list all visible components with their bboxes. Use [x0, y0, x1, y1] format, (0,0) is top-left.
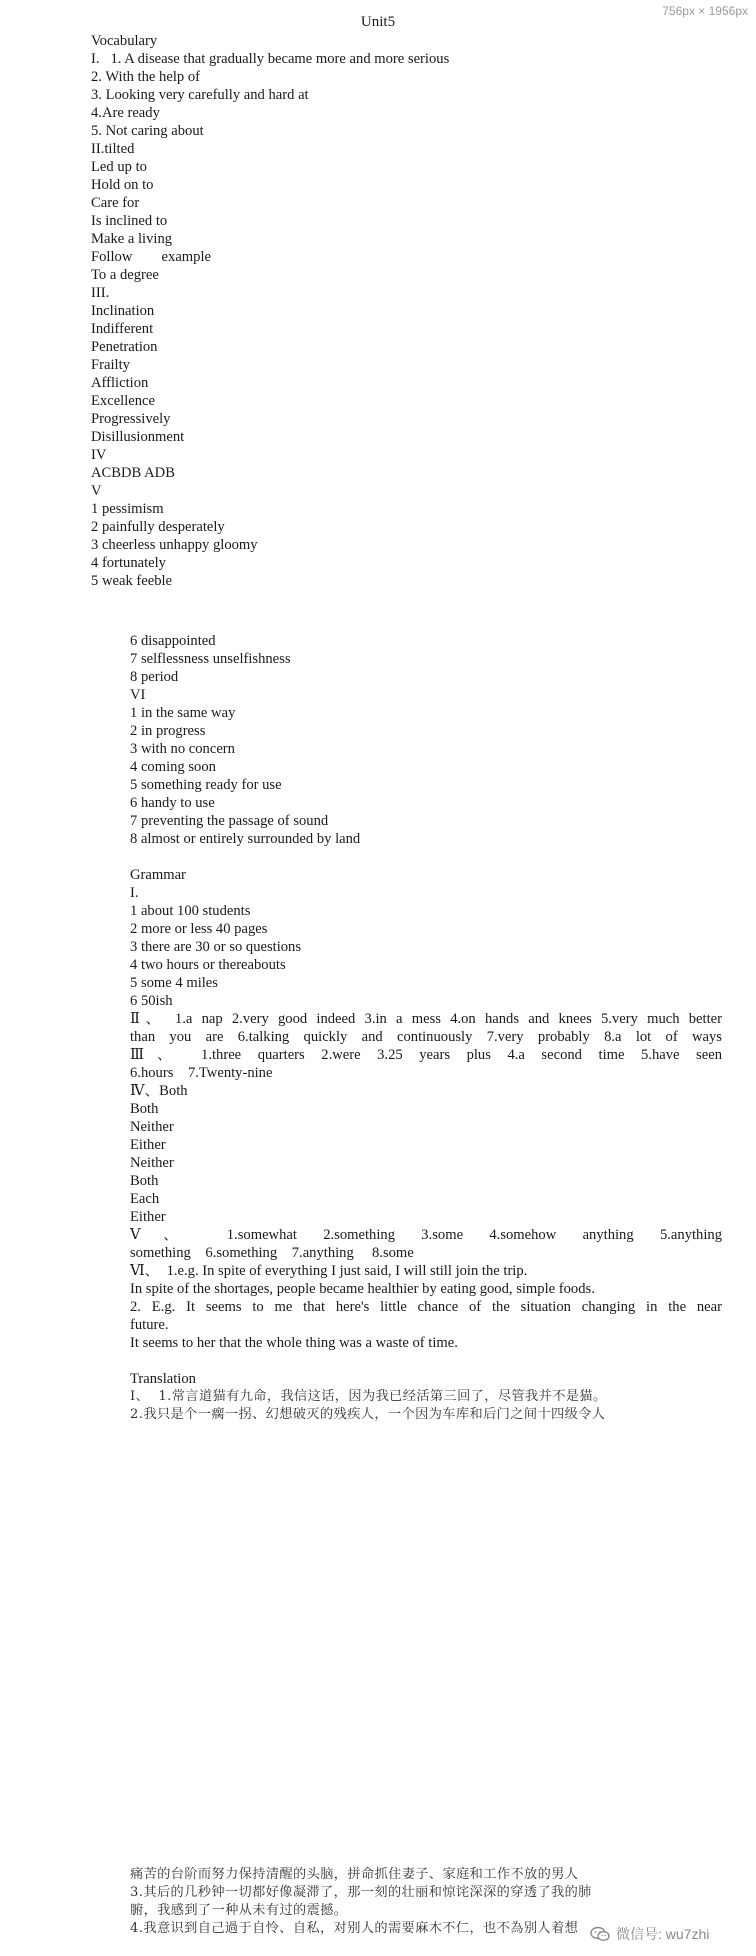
text-line: 3.其后的几秒钟一切都好像凝滞了，那一刻的壮丽和惊诧深深的穿透了我的肺: [130, 1885, 592, 1900]
text-line: 5. Not caring about: [91, 123, 204, 139]
text-line: Make a living: [91, 231, 173, 247]
text-line: Inclination: [91, 303, 155, 319]
text-line: To a degree: [91, 267, 159, 283]
text-line: 6.hours 7.Twenty-nine: [130, 1065, 273, 1081]
text-line: Penetration: [91, 339, 158, 355]
text-line: 4 fortunately: [91, 555, 166, 571]
text-line: Follow example: [91, 249, 211, 265]
text-line: 痛苦的台阶而努力保持清醒的头脑，拼命抓住妻子、家庭和工作不放的男人: [130, 1867, 579, 1882]
wechat-icon: [590, 1926, 610, 1942]
text-line: V: [91, 483, 102, 499]
text-line: than you are 6.talking quickly and continuously 7.very probably 8.a lot of ways: [130, 1029, 722, 1045]
text-line: III.: [91, 285, 110, 301]
text-line: 4 two hours or thereabouts: [130, 957, 286, 973]
text-line: ACBDB ADB: [91, 465, 175, 481]
text-line: 3 cheerless unhappy gloomy: [91, 537, 258, 553]
text-line: Neither: [130, 1155, 174, 1171]
text-line: II.tilted: [91, 141, 135, 157]
text-line: Excellence: [91, 393, 156, 409]
page-title: Unit5: [360, 14, 396, 30]
text-line: Neither: [130, 1119, 174, 1135]
text-line: Is inclined to: [91, 213, 168, 229]
text-line: 5 weak feeble: [91, 573, 173, 589]
text-line: 4.Are ready: [91, 105, 160, 121]
text-line: In spite of the shortages, people became healthier by eating good, simple foods.: [130, 1281, 595, 1297]
text-line: Ⅳ、Both: [130, 1083, 188, 1099]
text-line: 3 with no concern: [130, 741, 235, 757]
text-line: 2 painfully desperately: [91, 519, 225, 535]
text-line: 2 in progress: [130, 723, 206, 739]
text-line: Care for: [91, 195, 140, 211]
text-line: Ⅱ、 1.a nap 2.very good indeed 3.in a mess 4.on hands and knees 5.very much better: [130, 1011, 722, 1027]
text-line: Ⅵ、 1.e.g. In spite of everything I just said, I will still join the trip.: [130, 1263, 528, 1279]
section-heading-vocabulary: Vocabulary: [91, 33, 158, 49]
text-line: Indifferent: [91, 321, 154, 337]
text-line: 2. With the help of: [91, 69, 200, 85]
text-line: 4.我意识到自己過于自怜、自私，对别人的需要麻木不仁，也不為别人着想: [130, 1921, 579, 1936]
text-line: Ⅲ、 1.three quarters 2.were 3.25 years plus 4.a second time 5.have seen: [130, 1047, 722, 1063]
text-line: Disillusionment: [91, 429, 185, 445]
text-line: 5 some 4 miles: [130, 975, 218, 991]
text-line: 6 handy to use: [130, 795, 215, 811]
text-line: 7 preventing the passage of sound: [130, 813, 329, 829]
text-line: Ⅰ、 1.常言道猫有九命，我信这话，因为我已经活第三回了，尽管我并不是猫。: [130, 1389, 607, 1404]
dimensions-label: 756px × 1956px: [662, 4, 748, 18]
wechat-watermark: [590, 1924, 709, 1944]
text-line: IV: [91, 447, 107, 463]
text-line: something 6.something 7.anything 8.some: [130, 1245, 414, 1261]
text-line: 6 disappointed: [130, 633, 216, 649]
text-line: Led up to: [91, 159, 147, 175]
text-line: 1 about 100 students: [130, 903, 251, 919]
text-line: Either: [130, 1209, 166, 1225]
text-line: Either: [130, 1137, 166, 1153]
text-line: 2.我只是个一瘸一拐、幻想破灭的残疾人，一个因为车库和后门之间十四级令人: [130, 1407, 606, 1422]
text-line: Both: [130, 1173, 159, 1189]
watermark-label: 微信号: wu7zhi: [616, 1926, 710, 1942]
text-line: 3 there are 30 or so questions: [130, 939, 302, 955]
text-line: 腑，我感到了一种从未有过的震撼。: [130, 1903, 348, 1918]
text-line: Hold on to: [91, 177, 154, 193]
text-line: Affliction: [91, 375, 149, 391]
text-line: Frailty: [91, 357, 130, 373]
text-line: 6 50ish: [130, 993, 173, 1009]
text-line: Each: [130, 1191, 160, 1207]
text-line: 5 something ready for use: [130, 777, 282, 793]
text-line: 8 period: [130, 669, 179, 685]
section-heading-grammar: Grammar: [130, 867, 186, 883]
text-line: Ⅴ、 1.somewhat 2.something 3.some 4.somehow anything 5.anything: [130, 1227, 722, 1243]
text-line: future.: [130, 1317, 169, 1333]
text-line: 2 more or less 40 pages: [130, 921, 268, 937]
text-line: 1 pessimism: [91, 501, 164, 517]
text-line: 1 in the same way: [130, 705, 236, 721]
text-line: I.: [130, 885, 139, 901]
text-line: 3. Looking very carefully and hard at: [91, 87, 309, 103]
text-line: Progressively: [91, 411, 171, 427]
text-line: 2. E.g. It seems to me that here's little chance of the situation changing in the near: [130, 1299, 722, 1315]
text-line: 4 coming soon: [130, 759, 216, 775]
section-heading-translation: Translation: [130, 1371, 196, 1387]
text-line: VI: [130, 687, 146, 703]
text-line: 7 selflessness unselfishness: [130, 651, 291, 667]
text-line: It seems to her that the whole thing was a waste of time.: [130, 1335, 458, 1351]
text-line: Both: [130, 1101, 159, 1117]
text-line: 8 almost or entirely surrounded by land: [130, 831, 361, 847]
text-line: I. 1. A disease that gradually became more and more serious: [91, 51, 450, 67]
